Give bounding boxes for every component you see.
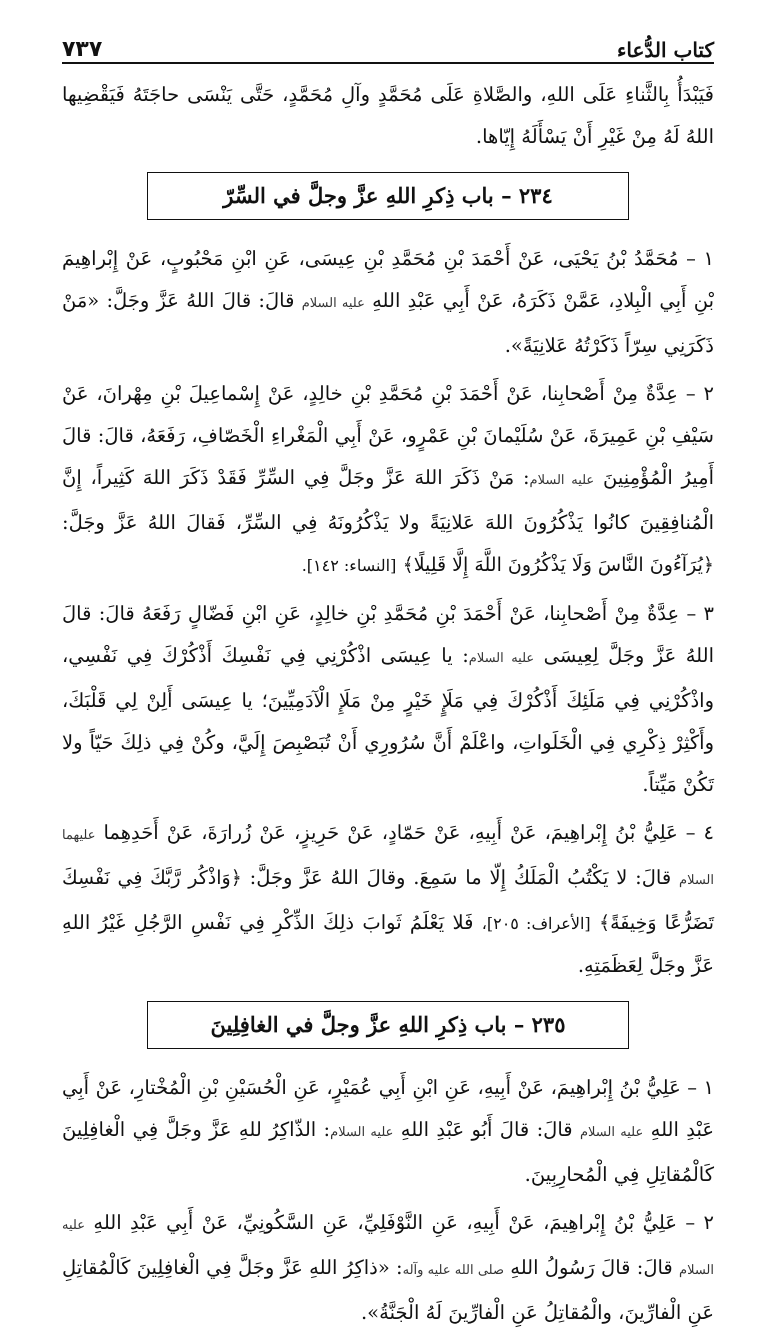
hadith-text: قالَ: قالَ رَسُولُ اللهِ (510, 1256, 673, 1279)
running-header (62, 18, 714, 64)
hadith-text: قالَ: قالَ اللهُ عَزَّ وجَلَّ: «مَنْ ذَكَرَنِي سِرّاً ذَكَرْتُهُ عَلانِيَةً». (62, 289, 714, 357)
honorific-mark: صلى الله عليه وآله (402, 1263, 504, 1278)
honorific-mark: عليه السلام (529, 473, 595, 488)
intro-paragraph: فَيَبْدَأُ بِالثَّناءِ عَلَى اللهِ، والصَّلاةِ عَلَى مُحَمَّدٍ وآلِ مُحَمَّدٍ، حَتَّى يَنْسَى حاجَتَهُ فَيَقْضِيها اللهُ لَهُ مِنْ غَيْرِ أَنْ يَسْأَلَهُ إِيّاها. (62, 83, 714, 148)
quran-verse: ﴿يُرَآءُونَ النَّاسَ وَلَا يَذْكُرُونَ اللَّهَ إِلَّا قَلِيلًا﴾ (402, 554, 714, 576)
hadith-text: ١ – مُحَمَّدُ بْنُ يَحْيَى، عَنْ أَحْمَدَ بْنِ مُحَمَّدِ بْنِ عِيسَى، عَنِ ابْنِ مَحْبُوبٍ، عَنْ إِبْراهِيمَ بْنِ أَبِي الْبِلادِ، عَمَّنْ ذَكَرَهُ، عَنْ أَبِي عَبْدِ اللهِ (62, 247, 714, 312)
hadith-text: ٢ – عَلِيُّ بْنُ إِبْراهِيمَ، عَنْ أَبِيهِ، عَنِ النَّوْفَلِيِّ، عَنِ السَّكُونِيِّ، عَنْ أَبِي عَبْدِ اللهِ (93, 1211, 714, 1234)
honorific-mark: عليه السلام (62, 1218, 714, 1278)
hadith-text: : «ذاكِرُ اللهِ عَزَّ وجَلَّ فِي الْغافِلِينَ كَالْمُقاتِلِ عَنِ الْفارِّينَ، والْمُقاتِلُ عَنِ الْفارِّينَ لَهُ الْجَنَّةُ». (62, 1256, 714, 1324)
hadith-234-1 (62, 238, 714, 367)
hadith-text: قالَ: قالَ أَبُو عَبْدِ اللهِ (400, 1118, 573, 1141)
hadith-235-1 (62, 1067, 714, 1196)
honorific-mark: عليه السلام (330, 1125, 394, 1140)
page-number: ٧٣٧ (62, 37, 103, 62)
hadith-text: ٣ – عِدَّةٌ مِنْ أَصْحابِنا، عَنْ أَحْمَدَ بْنِ مُحَمَّدِ بْنِ خالِدٍ، عَنِ ابْنِ فَضّالٍ رَفَعَهُ قالَ: قالَ اللهُ عَزَّ وجَلَّ لِعِيسَى (62, 602, 714, 667)
quran-citation: [النساء: ١٤٢]. (301, 556, 397, 575)
hadith-text: ١ – عَلِيُّ بْنُ إِبْراهِيمَ، عَنْ أَبِيهِ، عَنِ ابْنِ أَبِي عُمَيْرٍ، عَنِ الْحُسَيْنِ بْنِ الْمُخْتارِ، عَنْ أَبِي عَبْدِ اللهِ (62, 1076, 715, 1141)
hadith-234-3 (62, 593, 714, 806)
chapter-234-heading: ٢٣٤ – باب ذِكرِ اللهِ عزَّ وجلَّ في السِّرّ (147, 172, 629, 220)
honorific-mark: عليه السلام (468, 651, 535, 666)
hadith-235-2 (62, 1202, 714, 1334)
honorific-mark: عليهما السلام (62, 828, 714, 888)
hadith-text: : يا عِيسَى اذْكُرْنِي فِي نَفْسِكَ أَذْكُرْكَ فِي نَفْسِي، واذْكُرْنِي فِي مَلَئِكَ أَذْكُرْكَ فِي مَلَإٍ خَيْرٍ مِنْ مَلَإِ الْآدَمِيِّينَ؛ يا عِيسَى أَلِنْ لِي قَلْبَكَ، وأَكْثِرْ ذِكْرِي فِي الْخَلَواتِ، واعْلَمْ أَنَّ سُرُورِي أَنْ تُبَصْبِصَ إِلَيَّ، وكُنْ فِي ذلِكَ حَيّاً ولا تَكُنْ مَيِّتاً. (62, 644, 714, 796)
hadith-text: فَلا يَعْلَمُ ثَوابَ ذلِكَ الذِّكْرِ فِي نَفْسِ الرَّجُلِ غَيْرُ اللهِ عَزَّ وجَلَّ لِعَظَمَتِهِ. (62, 911, 714, 977)
book-section-title: كتاب الدُّعاء (616, 38, 714, 62)
hadith-234-2 (62, 373, 714, 587)
hadith-text: قالَ: لا يَكْتُبُ الْمَلَكُ إِلّا ما سَمِعَ. وقالَ اللهُ عَزَّ وجَلَّ: (249, 866, 672, 889)
quran-verse: ﴿وَاذْكُر رَّبَّكَ فِي نَفْسِكَ تَضَرُّعًا وَخِيفَةً﴾ (62, 867, 715, 934)
hadith-text: : مَنْ ذَكَرَ اللهَ عَزَّ وجَلَّ فِي السِّرِّ فَقَدْ ذَكَرَ اللهَ كَثِيراً، إِنَّ الْمُنافِقِينَ كانُوا يَذْكُرُونَ اللهَ عَلانِيَةً ولا يَذْكُرُونَهُ فِي السِّرِّ، فَقالَ اللهُ عَزَّ وجَلَّ: (62, 466, 714, 534)
quran-citation: [الأعراف: ٢٠٥]، (481, 914, 591, 933)
chapter-235-heading: ٢٣٥ – باب ذِكرِ اللهِ عزَّ وجلَّ في الغافِلِينَ (147, 1001, 629, 1049)
hadith-234-4 (62, 812, 714, 987)
hadith-text: ٢ – عِدَّةٌ مِنْ أَصْحابِنا، عَنْ أَحْمَدَ بْنِ مُحَمَّدِ بْنِ خالِدٍ، عَنْ إِسْماعِيلَ بْنِ مِهْرانَ، عَنْ سَيْفِ بْنِ عَمِيرَةَ، عَنْ سُلَيْمانَ بْنِ عَمْرٍو، عَنْ أَبِي الْمَغْراءِ الْخَصّافِ، رَفَعَهُ، قالَ: قالَ أَمِيرُ الْمُؤْمِنِينَ (62, 382, 715, 489)
honorific-mark: عليه السلام (580, 1125, 644, 1140)
hadith-text: ٤ – عَلِيُّ بْنُ إِبْراهِيمَ، عَنْ أَبِيهِ، عَنْ حَمّادٍ، عَنْ حَرِيزٍ، عَنْ زُرارَةَ، عَنْ أَحَدِهِما (103, 821, 714, 844)
hadith-text: : الذّاكِرُ للهِ عَزَّ وجَلَّ فِي الْغافِلِينَ كَالْمُقاتِلِ فِي الْمُحارِبِينَ. (62, 1118, 714, 1186)
honorific-mark: عليه السلام (301, 296, 365, 311)
